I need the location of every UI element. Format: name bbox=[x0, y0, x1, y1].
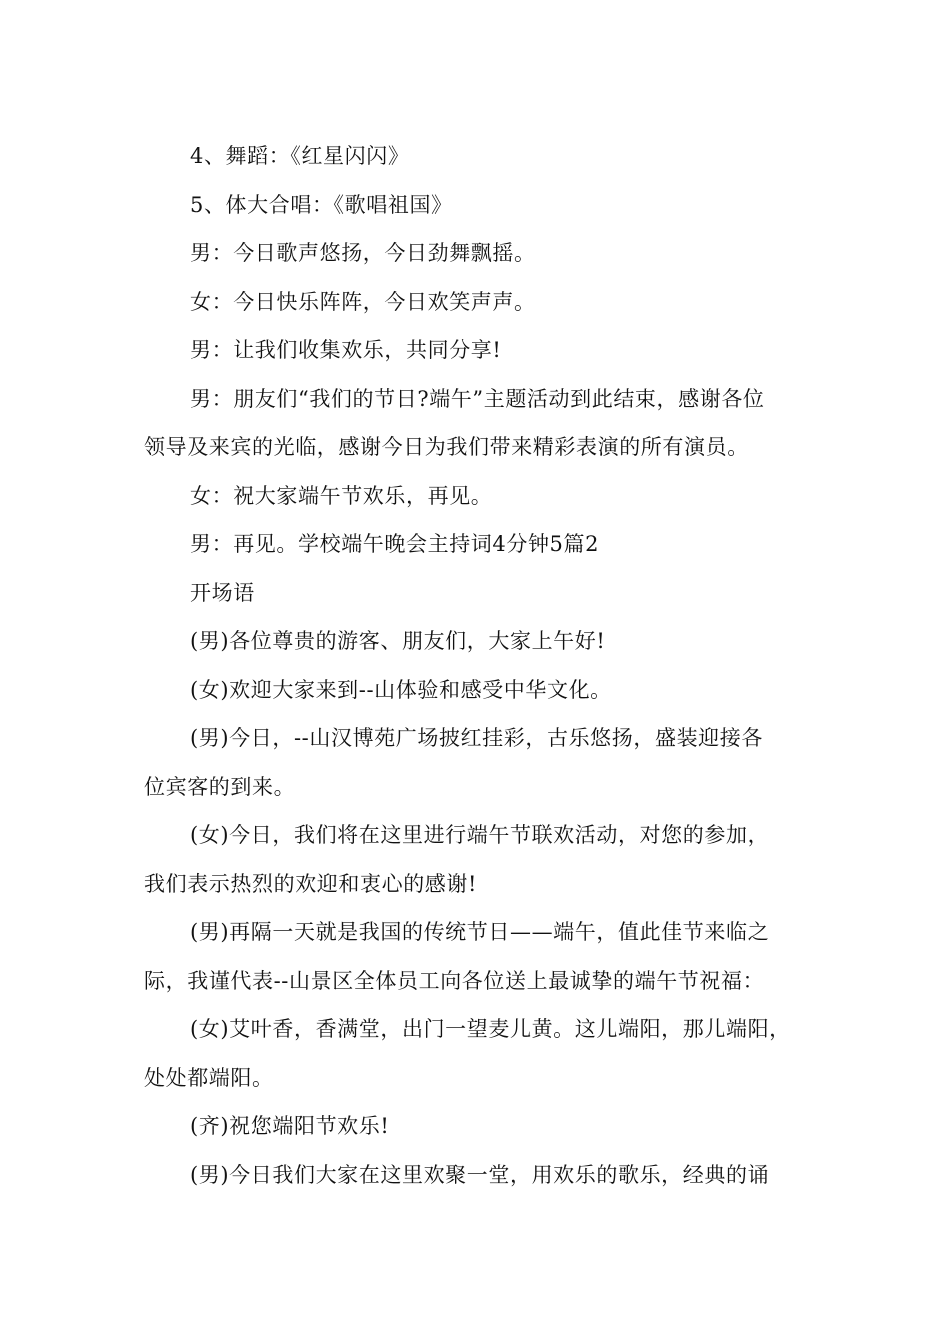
paragraph-male-greeting bbox=[144, 617, 816, 666]
text-line: (男)再隔一天就是我国的传统节日——端午，值此佳节来临之 bbox=[190, 920, 770, 944]
paragraph-male-line bbox=[144, 326, 816, 375]
document-body bbox=[144, 132, 816, 1199]
text-line: (男)今日，--山汉博苑广场披红挂彩，古乐悠扬，盛装迎接各 bbox=[190, 726, 763, 750]
paragraph-male-farewell bbox=[144, 520, 816, 569]
text-line: (男)今日我们大家在这里欢聚一堂，用欢乐的歌乐，经典的诵 bbox=[190, 1162, 770, 1187]
text-line: 男：让我们收集欢乐，共同分享! bbox=[190, 338, 502, 362]
text-line-continued: 处处都端阳。 bbox=[144, 1065, 274, 1090]
paragraph-male-gathering bbox=[144, 1151, 816, 1200]
text-line: 4、舞蹈：《红星闪闪》 bbox=[190, 144, 410, 168]
paragraph-male-line bbox=[144, 229, 816, 278]
text-line: 女：今日快乐阵阵，今日欢笑声声。 bbox=[190, 289, 536, 314]
text-line: 男：再见。学校端午晚会主持词4分钟5篇2 bbox=[190, 532, 600, 556]
paragraph-male-today bbox=[144, 714, 816, 811]
paragraph-male-closing bbox=[144, 375, 816, 472]
text-line-continued: 位宾客的到来。 bbox=[144, 774, 296, 799]
text-line: 开场语 bbox=[190, 580, 255, 605]
text-line: (齐)祝您端阳节欢乐! bbox=[190, 1114, 390, 1138]
text-line-continued: 我们表示热烈的欢迎和衷心的感谢! bbox=[144, 871, 478, 896]
text-line: 男：今日歌声悠扬，今日劲舞飘摇。 bbox=[190, 241, 536, 265]
paragraph-female-welcome bbox=[144, 666, 816, 715]
text-line: (女)艾叶香，香满堂，出门一望麦儿黄。这儿端阳，那儿端阳， bbox=[190, 1017, 791, 1041]
paragraph-female-farewell bbox=[144, 472, 816, 521]
text-line: 男：朋友们“我们的节日?端午”主题活动到此结束，感谢各位 bbox=[190, 386, 765, 411]
paragraph-together-wish bbox=[144, 1102, 816, 1151]
text-line: 5、体大合唱：《歌唱祖国》 bbox=[190, 192, 453, 217]
paragraph-female-poem bbox=[144, 1005, 816, 1102]
section-heading-opening bbox=[144, 569, 816, 618]
text-line-continued: 领导及来宾的光临，感谢今日为我们带来精彩表演的所有演员。 bbox=[144, 435, 749, 459]
paragraph-female-line bbox=[144, 278, 816, 327]
text-line-continued: 际，我谨代表--山景区全体员工向各位送上最诚挚的端午节祝福： bbox=[144, 968, 765, 993]
text-line: (女)欢迎大家来到--山体验和感受中华文化。 bbox=[190, 677, 612, 702]
paragraph-item-5-chorus bbox=[144, 181, 816, 230]
paragraph-male-festival bbox=[144, 908, 816, 1005]
text-line: (男)各位尊贵的游客、朋友们，大家上午好! bbox=[190, 629, 606, 653]
text-line: (女)今日，我们将在这里进行端午节联欢活动，对您的参加， bbox=[190, 823, 770, 847]
paragraph-item-4-dance bbox=[144, 132, 816, 181]
paragraph-female-today bbox=[144, 811, 816, 908]
text-line: 女：祝大家端午节欢乐，再见。 bbox=[190, 483, 493, 508]
